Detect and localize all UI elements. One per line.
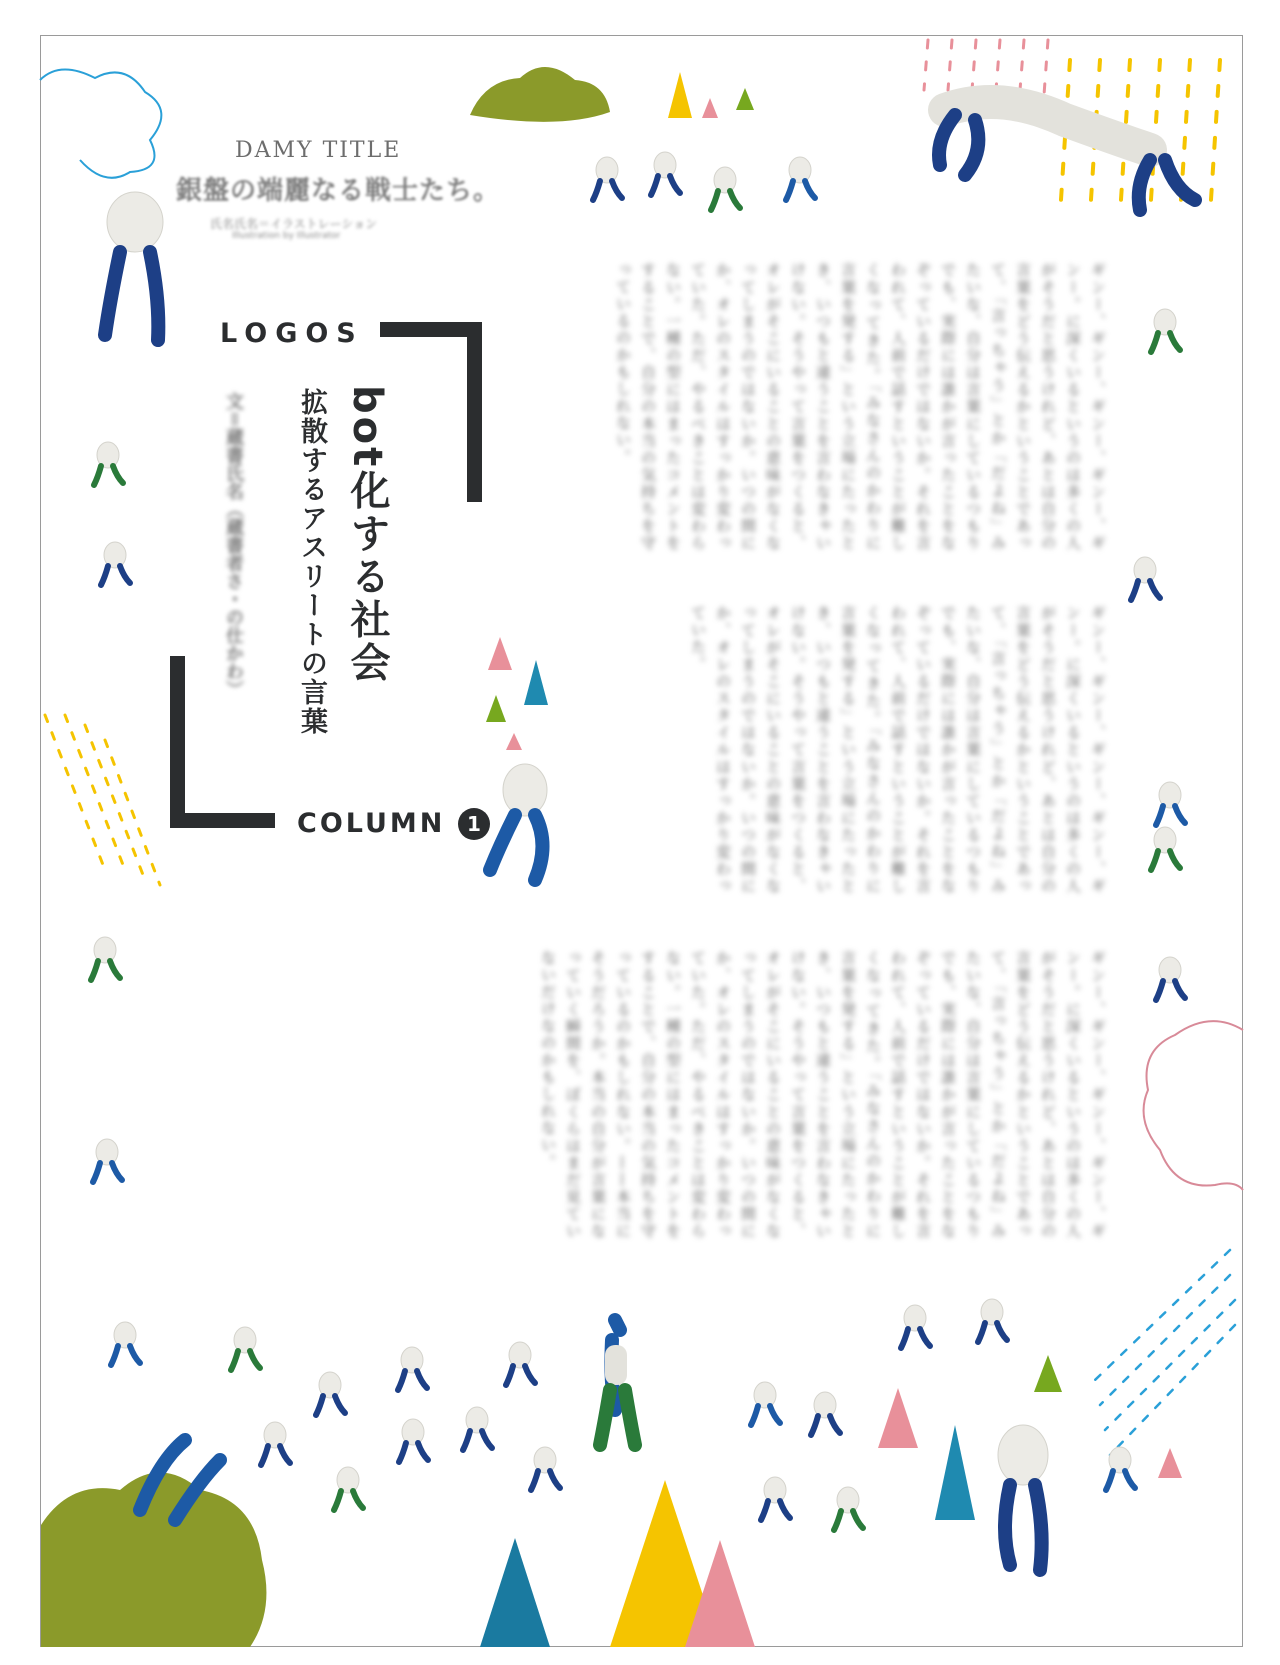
column-label: COLUMN [297, 808, 446, 839]
column-number-badge: 1 [458, 808, 490, 840]
body-paragraph-middle: ギンー、ギンー、ギンー、ギンー、ギンー。に深くいるというのは多くの人がそうだと思うけれど、あとは自分の言葉をどう伝えるかということであって、「言っちゃう」とか「だよね」みたいな、自分は言葉にしているつもりでも、実際には誰かが言ったことをなぞっているだけではないか。それを言われて、人前で話すということが難しくなってきた。「みなさんのかわりに言葉を発する」という立場にたったとき、いつもと違うことを言わなきゃいけない。そうやって言葉をつくると、オレがそこにいることの意味がなくなってしまうのではないか。いつの間にか、オレのスタイルはすっかり変わっていた。 [689, 605, 1107, 895]
body-text-upper [575, 262, 1110, 552]
body-text-middle [575, 605, 1110, 895]
column-author: 文＝蔵書氏名（蔵書者さ・の仕かわ） [223, 392, 244, 698]
body-paragraph-lower: ギンー、ギンー、ギンー、ギンー、ギンー。に深くいるというのは多くの人がそうだと思うけれど、あとは自分の言葉をどう伝えるかということであって、「言っちゃう」とか「だよね」みたいな、自分は言葉にしているつもりでも、実際には誰かが言ったことをなぞっているだけではないか。それを言われて、人前で話すということが難しくなってきた。「みなさんのかわりに言葉を発する」という立場にたったとき、いつもと違うことを言わなきゃいけない。そうやって言葉をつくると、オレがそこにいることの意味がなくなってしまうのではないか。いつの間にか、オレのスタイルはすっかり変わっていた。ただ、やるべきことは変わらない。一種の型にはまったコメントをすることで、自分の本当の気持ちを守っているのかもしれない。——本当にそうだろうか。本当の自分が言葉になっていく瞬間を、ぼくらはまだ見ていないだけなのかもしれない。 [539, 950, 1107, 1240]
column-subtitle: 拡散するアスリートの言葉 [296, 388, 327, 736]
bracket-bottom-bar [170, 813, 275, 828]
illustration-credit: 氏名氏名＝イラストレーション [210, 217, 378, 231]
bracket-bottom-left-vertical [170, 656, 185, 828]
column-main-title: bot化する社会 [344, 385, 390, 685]
body-paragraph-upper: ギンー、ギンー、ギンー、ギンー、ギンー。に深くいるというのは多くの人がそうだと思うけれど、あとは自分の言葉をどう伝えるかということであって、「言っちゃう」とか「だよね」みたいな、自分は言葉にしているつもりでも、実際には誰かが言ったことをなぞっているだけではないか。それを言われて、人前で話すということが難しくなってきた。「みなさんのかわりに言葉を発する」という立場にたったとき、いつもと違うことを言わなきゃいけない。そうやって言葉をつくると、オレがそこにいることの意味がなくなってしまうのではないか。いつの間にか、オレのスタイルはすっかり変わっていた。ただ、やるべきことは変わらない。一種の型にはまったコメントをすることで、自分の本当の気持ちを守っているのかもしれない。 [614, 262, 1107, 552]
story-subtitle: 銀盤の端麗なる戦士たち。 [176, 176, 501, 206]
bracket-top-right-vertical [467, 322, 482, 502]
damy-title: DAMY TITLE [235, 138, 402, 163]
body-text-lower [170, 950, 1110, 1240]
logos-label: LOGOS [220, 318, 364, 349]
illustration-credit-en: Illustration by Illustrator [232, 231, 341, 241]
